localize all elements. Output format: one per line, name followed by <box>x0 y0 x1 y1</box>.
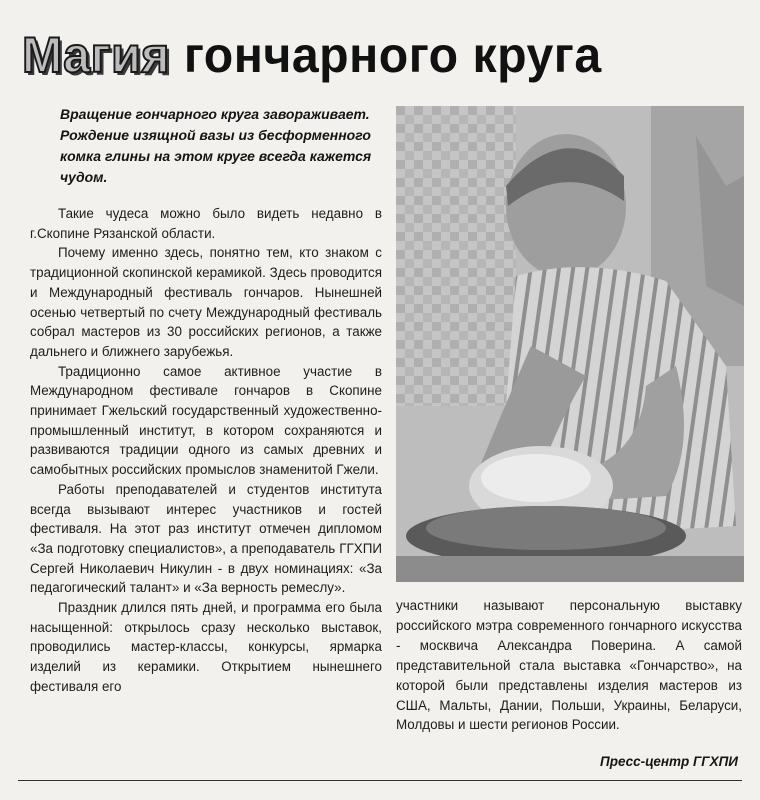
potter-photo-illustration <box>396 106 744 582</box>
title-first-word: Магия <box>22 27 170 83</box>
article-paragraph: Традиционно самое активное участие в Международном фестивале гончаров в Скопине принимает Гжельский государственный художественно-промышленный институт, в котором сохраняются и развиваются традиции одного из самых древних и самобытных российских промыслов знаменитой Гжели. <box>30 363 382 478</box>
article-paragraph: Праздник длился пять дней, и программа его была насыщенной: открылось сразу несколько выставок, проводились мастер-классы, конкурсы, ярмарка изделий из керамики. Открытием нынешнего фестиваля его <box>30 600 382 694</box>
article-paragraph: Работы преподавателей и студентов института всегда вызывают интерес участников и гостей фестиваля. На этот раз институт отмечен дипломом «За подготовку специалистов», а преподаватель ГГХПИ Сергей Николаевич Никулин - в двух номинациях: «За педагогический талант» и «За верность ремеслу». <box>30 481 382 596</box>
article-paragraph: Почему именно здесь, понятно тем, кто знаком с традиционной скопинской керамикой. Здесь проводится и Международный фестиваль гончаров. Нынешней осенью четвертый по счету Международный фестиваль собрал мастеров из 30 российских регионов, а также дальнего и ближнего зарубежья. <box>30 245 382 359</box>
potter-photo <box>396 106 744 582</box>
title-rest: гончарного круга <box>169 27 602 83</box>
bottom-divider <box>18 780 742 781</box>
article-body-left-column <box>30 204 382 697</box>
article-signature: Пресс-центр ГГХПИ <box>599 754 738 769</box>
article-paragraph: Такие чудеса можно было видеть недавно в г.Скопине Рязанской области. <box>30 206 382 241</box>
article-body-continuation: участники называют персональную выставку российского мэтра современного гончарного искусства - москвича Александра Поверина. А самой представительной стала выставка «Гончарство», на которой были представлены изделия мастеров из США, Мальты, Дании, Польши, Украины, Беларуси, Молдовы и шести регионов России. <box>396 598 742 733</box>
article-lead: Вращение гончарного круга завораживает. Рождение изящной вазы из бесформенного комка глины на этом круге всегда кажется чудом. <box>60 106 372 185</box>
page-title <box>22 20 717 90</box>
